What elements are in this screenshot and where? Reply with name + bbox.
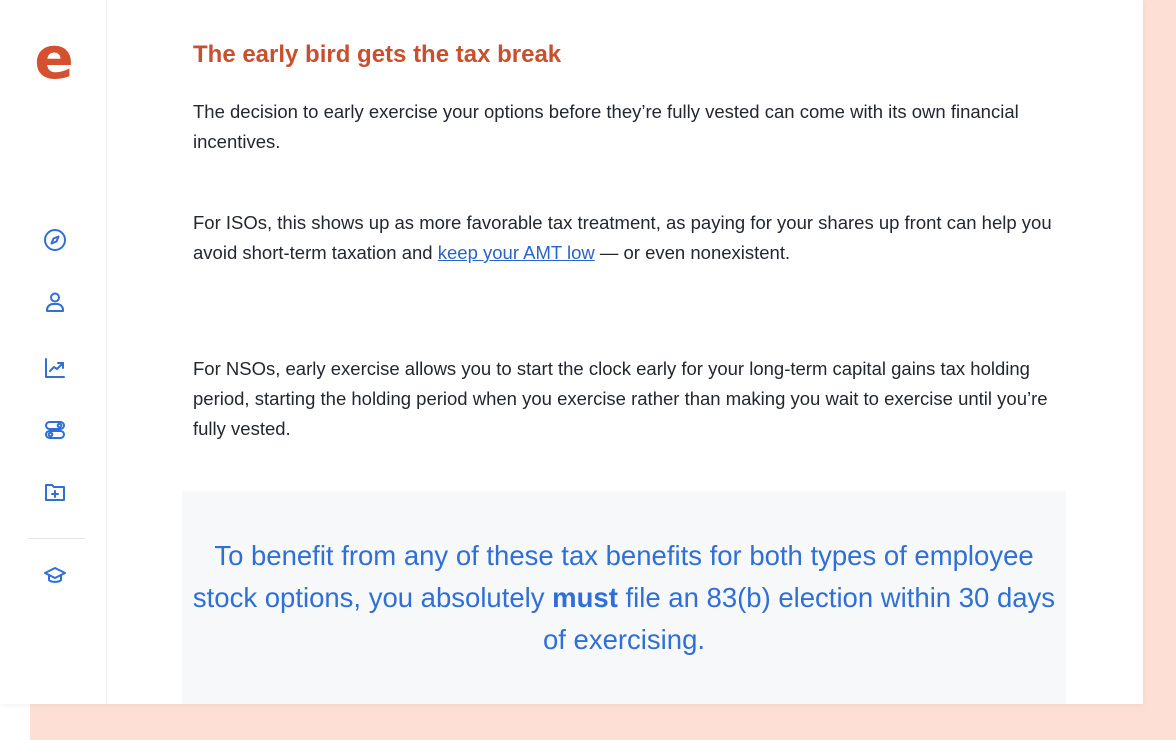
article-paragraph-1: The decision to early exercise your options before they’re fully vested can come with its own financial incentives.	[193, 101, 1019, 152]
callout-box	[182, 491, 1066, 704]
user-icon[interactable]	[43, 290, 67, 314]
callout-text-start: To benefit from any of these tax benefits for both types of employee stock options, you absolutely	[192, 540, 1034, 613]
background-frame-bottom	[30, 704, 1176, 740]
callout-text-end: file an 83(b) election within 30 days of exercising.	[542, 582, 1056, 655]
paragraph-2-text-end: — or even nonexistent.	[594, 242, 791, 263]
graduation-cap-icon[interactable]	[43, 564, 67, 588]
sidebar	[0, 0, 107, 704]
callout-emphasis: must	[552, 582, 618, 613]
compass-icon[interactable]	[43, 228, 67, 252]
background-frame-corner	[0, 704, 30, 740]
chart-up-icon[interactable]	[43, 356, 67, 380]
toggles-icon[interactable]	[43, 418, 67, 442]
folder-plus-icon[interactable]	[43, 480, 67, 504]
article-title: The early bird gets the tax break	[193, 41, 562, 68]
brand-logo[interactable]: e	[34, 24, 74, 92]
sidebar-divider	[28, 538, 85, 539]
article-paragraph-2	[193, 208, 1073, 268]
article-paragraph-3: For NSOs, early exercise allows you to start the clock early for your long-term capital gains tax holding period, starting the holding period when you exercise rather than making you wait to exercise until you’re fully vested.	[193, 358, 1048, 439]
amt-link[interactable]: keep your AMT low	[437, 242, 595, 263]
callout-text	[192, 535, 1056, 661]
paragraph-2-text-start: For ISOs, this shows up as more favorable tax treatment, as paying for your shares up front can help you avoid short-term taxation and	[193, 212, 1052, 263]
background-frame-right	[1143, 0, 1176, 740]
